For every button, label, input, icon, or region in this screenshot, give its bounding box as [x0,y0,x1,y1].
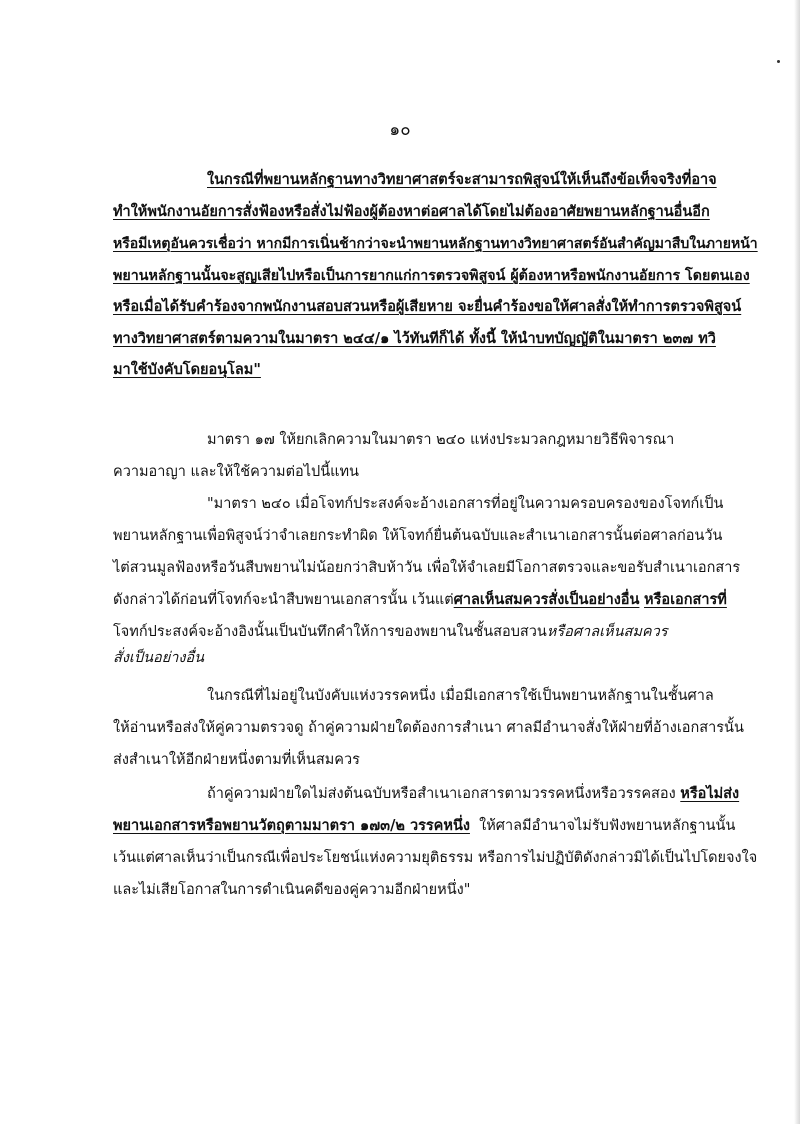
text-line: สั่งเป็นอย่างอื่น [113,650,205,666]
text-segment: โจทก์ประสงค์จะอ้างอิงนั้นเป็นบันทึกคำให้การของพยานในชั้นสอบสวน [113,624,547,640]
text-line [113,816,735,836]
text-line: ส่งสำเนาให้อีกฝ่ายหนึ่งตามที่เห็นสมควร [113,752,360,768]
text-line: ในกรณีที่พยานหลักฐานทางวิทยาศาสตร์จะสามารถพิสูจน์ให้เห็นถึงข้อเท็จจริงที่อาจ [207,171,717,188]
text-line: มาตรา ๑๗ ให้ยกเลิกความในมาตรา ๒๔๐ แห่งประมวลกฎหมายวิธีพิจารณา [207,432,675,448]
page-number: ๑๐ [389,120,411,140]
text-line: พยานหลักฐานนั้นจะสูญเสียไปหรือเป็นการยากแก่การตรวจพิสูจน์ ผู้ต้องหาหรือพนักงานอัยการ โดยตนเอง [113,268,750,284]
text-line [207,784,739,804]
text-line: "มาตรา ๒๔๐ เมื่อโจทก์ประสงค์จะอ้างเอกสารที่อยู่ในความครอบครองของโจทก์เป็น [207,496,724,512]
text-line: หรือมีเหตุอันควรเชื่อว่า หากมีการเนิ่นช้ากว่าจะนำพยานหลักฐานทางวิทยาศาสตร์อันสำคัญมาสืบในภายหน้า [113,236,758,252]
text-line: เว้นแต่ศาลเห็นว่าเป็นกรณีเพื่อประโยชน์แห่งความยุติธรรม หรือการไม่ปฏิบัติดังกล่าวมิได้เป็นไปโดยจงใจ [113,850,758,866]
text-line: ไต่สวนมูลฟ้องหรือวันสืบพยานไม่น้อยกว่าสิบห้าวัน เพื่อให้จำเลยมีโอกาสตรวจและขอรับสำเนาเอกสาร [113,560,741,576]
underlined-segment: พยานเอกสารหรือพยานวัตถุตามมาตรา ๑๗๓/๒ วรรคหนึ่ง [113,817,470,834]
scan-edge-shadow [794,0,800,1124]
text-segment: ดังกล่าวได้ก่อนที่โจทก์จะนำสืบพยานเอกสารนั้น เว้นแต่ [113,592,454,608]
scan-speck [777,60,780,63]
struck-segment: หรือศาลเห็นสมควร [546,624,668,640]
text-line: หรือเมื่อได้รับคำร้องจากพนักงานสอบสวนหรือผู้เสียหาย จะยื่นคำร้องขอให้ศาลสั่งให้ทำการตรวจพิสูจน์ [113,298,742,315]
underlined-segment: หรือไม่ส่ง [680,785,740,802]
text-line: ความอาญา และให้ใช้ความต่อไปนี้แทน [113,464,359,480]
text-line: ในกรณีที่ไม่อยู่ในบังคับแห่งวรรคหนึ่ง เมื่อมีเอกสารใช้เป็นพยานหลักฐานในชั้นศาล [207,688,714,704]
text-segment: ให้ศาลมีอำนาจไม่รับฟังพยานหลักฐานนั้น [479,818,736,834]
text-line: ทางวิทยาศาสตร์ตามความในมาตรา ๒๔๔/๑ ไว้ทันทีก็ได้ ทั้งนี้ ให้นำบทบัญญัติในมาตรา ๒๓๗ ทวิ [113,330,716,347]
text-line: พยานหลักฐานเพื่อพิสูจน์ว่าจำเลยกระทำผิด ให้โจทก์ยื่นต้นฉบับและสำเนาเอกสารนั้นต่อศาลก่อนวัน [113,528,723,544]
underlined-segment: ศาลเห็นสมควรสั่งเป็นอย่างอื่น [453,591,640,608]
text-line [113,590,727,610]
text-line: ให้อ่านหรือส่งให้คู่ความตรวจดู ถ้าคู่ความฝ่ายใดต้องการสำเนา ศาลมีอำนาจสั่งให้ฝ่ายที่อ้างเอกสารนั้น [113,720,744,736]
text-line: ทำให้พนักงานอัยการสั่งฟ้องหรือสั่งไม่ฟ้องผู้ต้องหาต่อศาลได้โดยไม่ต้องอาศัยพยานหลักฐานอื่นอีก [113,203,710,220]
text-line: มาใช้บังคับโดยอนุโลม" [113,361,261,378]
text-line: และไม่เสียโอกาสในการดำเนินคดีของคู่ความอีกฝ่ายหนึ่ง" [113,882,471,898]
text-line [113,622,668,642]
text-segment: ถ้าคู่ความฝ่ายใดไม่ส่งต้นฉบับหรือสำเนาเอกสารตามวรรคหนึ่งหรือวรรคสอง [207,786,676,802]
underlined-segment: หรือเอกสารที่ [644,591,727,608]
